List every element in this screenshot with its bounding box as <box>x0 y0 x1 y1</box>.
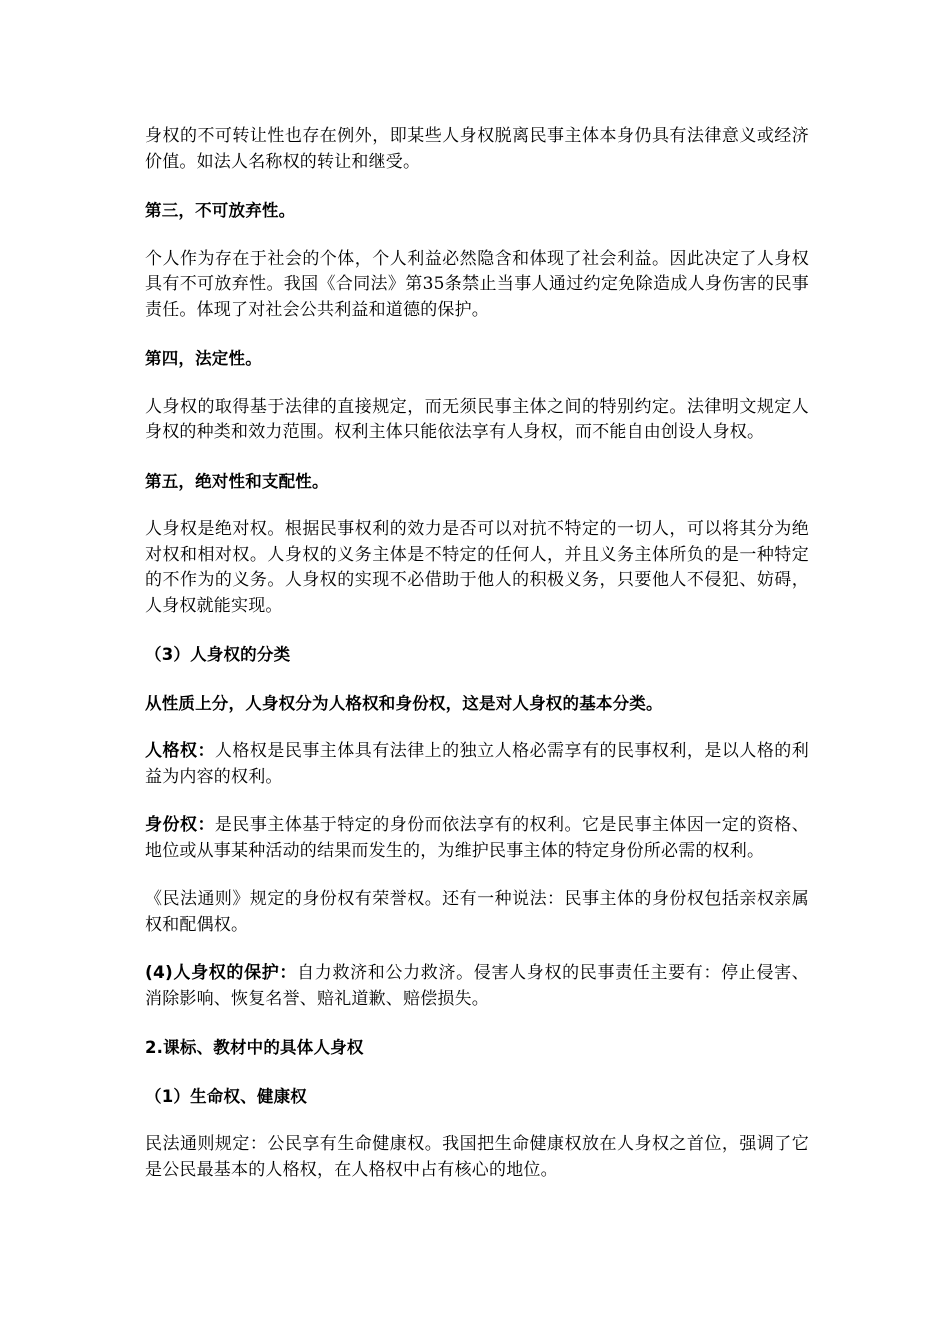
paragraph <box>145 887 809 938</box>
paragraph <box>145 1132 809 1183</box>
paragraph-text: 自力救济和公力救济。侵害人身权的民事责任主要有：停止侵害、消除影响、恢复名誉、赔礼道歉、赔偿损失。 <box>145 963 809 1009</box>
paragraph <box>145 517 809 619</box>
paragraph-lead: (4)人身权的保护： <box>145 963 298 983</box>
paragraph-lead: 人格权： <box>145 741 215 761</box>
paragraph-text: 民法通则规定：公民享有生命健康权。我国把生命健康权放在人身权之首位，强调了它是公民最基本的人格权，在人格权中占有核心的地位。 <box>145 1134 809 1180</box>
paragraph <box>145 247 809 324</box>
paragraph-text: 人身权的取得基于法律的直接规定，而无须民事主体之间的特别约定。法律明文规定人身权的种类和效力范围。权利主体只能依法享有人身权，而不能自由创设人身权。 <box>145 396 809 442</box>
section-heading: 2.课标、教材中的具体人身权 <box>145 1038 364 1057</box>
section-heading: 第五，绝对性和支配性。 <box>145 471 329 491</box>
paragraph-text: 人格权是民事主体具有法律上的独立人格必需享有的民事权利，是以人格的利益为内容的权利。 <box>145 741 809 787</box>
paragraph-text: 是民事主体基于特定的身份而依法享有的权利。它是民事主体因一定的资格、地位或从事某种活动的结果而发生的，为维护民事主体的特定身份所必需的权利。 <box>145 815 809 861</box>
section-heading: （1）生命权、健康权 <box>145 1086 307 1106</box>
section-heading: 从性质上分，人身权分为人格权和身份权，这是对人身权的基本分类。 <box>145 693 663 713</box>
section-heading: 第三，不可放弃性。 <box>145 201 296 220</box>
paragraph <box>145 739 809 790</box>
paragraph <box>145 395 809 446</box>
paragraph-text: 个人作为存在于社会的个体，个人利益必然隐含和体现了社会利益。因此决定了人身权具有不可放弃性。我国《合同法》第35条禁止当事人通过约定免除造成人身伤害的民事责任。体现了对社会公共利益和道德的保护。 <box>145 248 809 320</box>
document-body <box>145 124 809 1183</box>
paragraph-text: 《民法通则》规定的身份权有荣誉权。还有一种说法：民事主体的身份权包括亲权亲属权和配偶权。 <box>145 889 809 935</box>
paragraph-text: 身权的不可转让性也存在例外，即某些人身权脱离民事主体本身仍具有法律意义或经济价值。如法人名称权的转让和继受。 <box>145 126 809 172</box>
paragraph <box>145 813 809 864</box>
paragraph-text: 人身权是绝对权。根据民事权利的效力是否可以对抗不特定的一切人，可以将其分为绝对权和相对权。人身权的义务主体是不特定的任何人，并且义务主体所负的是一种特定的不作为的义务。人身权的实现不必借助于他人的积极义务，只要他人不侵犯、妨碍，人身权就能实现。 <box>145 519 809 616</box>
paragraph-lead: 身份权： <box>145 815 215 835</box>
section-heading: （3）人身权的分类 <box>145 645 291 664</box>
paragraph <box>145 961 809 1012</box>
section-heading: 第四，法定性。 <box>145 349 262 368</box>
paragraph <box>145 124 809 175</box>
